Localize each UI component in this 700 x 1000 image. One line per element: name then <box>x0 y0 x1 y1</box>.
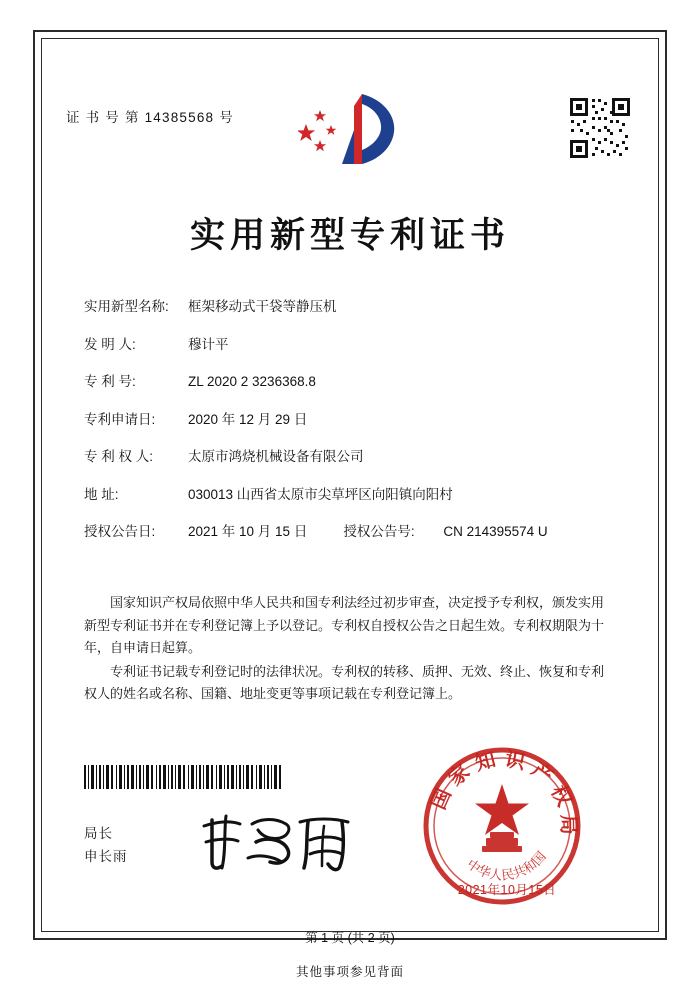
director-title-label: 局长 <box>84 826 113 841</box>
grant-number-value: CN 214395574 U <box>443 524 548 539</box>
field-row <box>84 408 604 428</box>
grant-date-value: 2021 年 10 月 15 日 <box>188 524 308 539</box>
svg-text:国 家 知 识 产 权 局: 国 家 知 识 产 权 局 <box>425 746 582 835</box>
grant-number-label: 授权公告号: <box>343 524 415 539</box>
seal-date: 2021年10月15日 <box>457 883 557 897</box>
page-title: 实用新型专利证书 <box>189 216 510 256</box>
qr-code-icon <box>568 96 632 160</box>
cnipa-emblem-icon <box>298 90 402 168</box>
field-row <box>84 445 604 465</box>
barcode-icon <box>84 765 282 789</box>
director-name: 申长雨 <box>84 849 128 864</box>
page-number: 第 1 页 (共 2 页) <box>305 931 395 945</box>
body-text <box>84 592 604 707</box>
svg-text:中华人民共和国: 中华人民共和国 <box>463 849 550 884</box>
director-block <box>84 822 128 868</box>
field-label: 发 明 人: <box>84 336 136 352</box>
field-label: 专利申请日: <box>84 411 156 427</box>
field-value: 2020 年 12 月 29 日 <box>188 411 308 427</box>
field-row <box>84 370 604 390</box>
field-row <box>84 295 604 315</box>
grant-date-label: 授权公告日: <box>84 524 156 539</box>
field-value: 框架移动式干袋等静压机 <box>188 299 337 314</box>
footer-note: 其他事项参见背面 <box>295 965 404 979</box>
field-label: 实用新型名称: <box>84 299 169 314</box>
field-row <box>84 483 604 503</box>
paragraph-1: 国家知识产权局依照中华人民共和国专利法经过初步审查，决定授予专利权，颁发实用新型专利证书并在专利登记簿上予以登记。专利权自授权公告之日起生效。专利权期限为十年，自申请日起算。 <box>84 595 605 655</box>
certificate-number: 证 书 号 第 14385568 号 <box>66 110 234 125</box>
field-label: 专 利 权 人: <box>84 449 154 464</box>
paragraph-2: 专利证书记载专利登记时的法律状况。专利权的转移、质押、无效、终止、恢复和专利权人的姓名或名称、国籍、地址变更等事项记载在专利登记簿上。 <box>84 663 605 701</box>
certificate-fields <box>84 295 604 558</box>
field-row <box>84 333 604 353</box>
grant-row <box>84 520 604 540</box>
field-value: 穆计平 <box>188 336 229 352</box>
director-signature <box>196 806 376 878</box>
field-value: 030013 山西省太原市尖草坪区向阳镇向阳村 <box>188 486 453 502</box>
field-label: 专 利 号: <box>84 374 136 389</box>
field-label: 地 址: <box>84 486 119 502</box>
field-value: ZL 2020 2 3236368.8 <box>188 374 316 389</box>
field-value: 太原市鸿烧机械设备有限公司 <box>188 449 364 464</box>
